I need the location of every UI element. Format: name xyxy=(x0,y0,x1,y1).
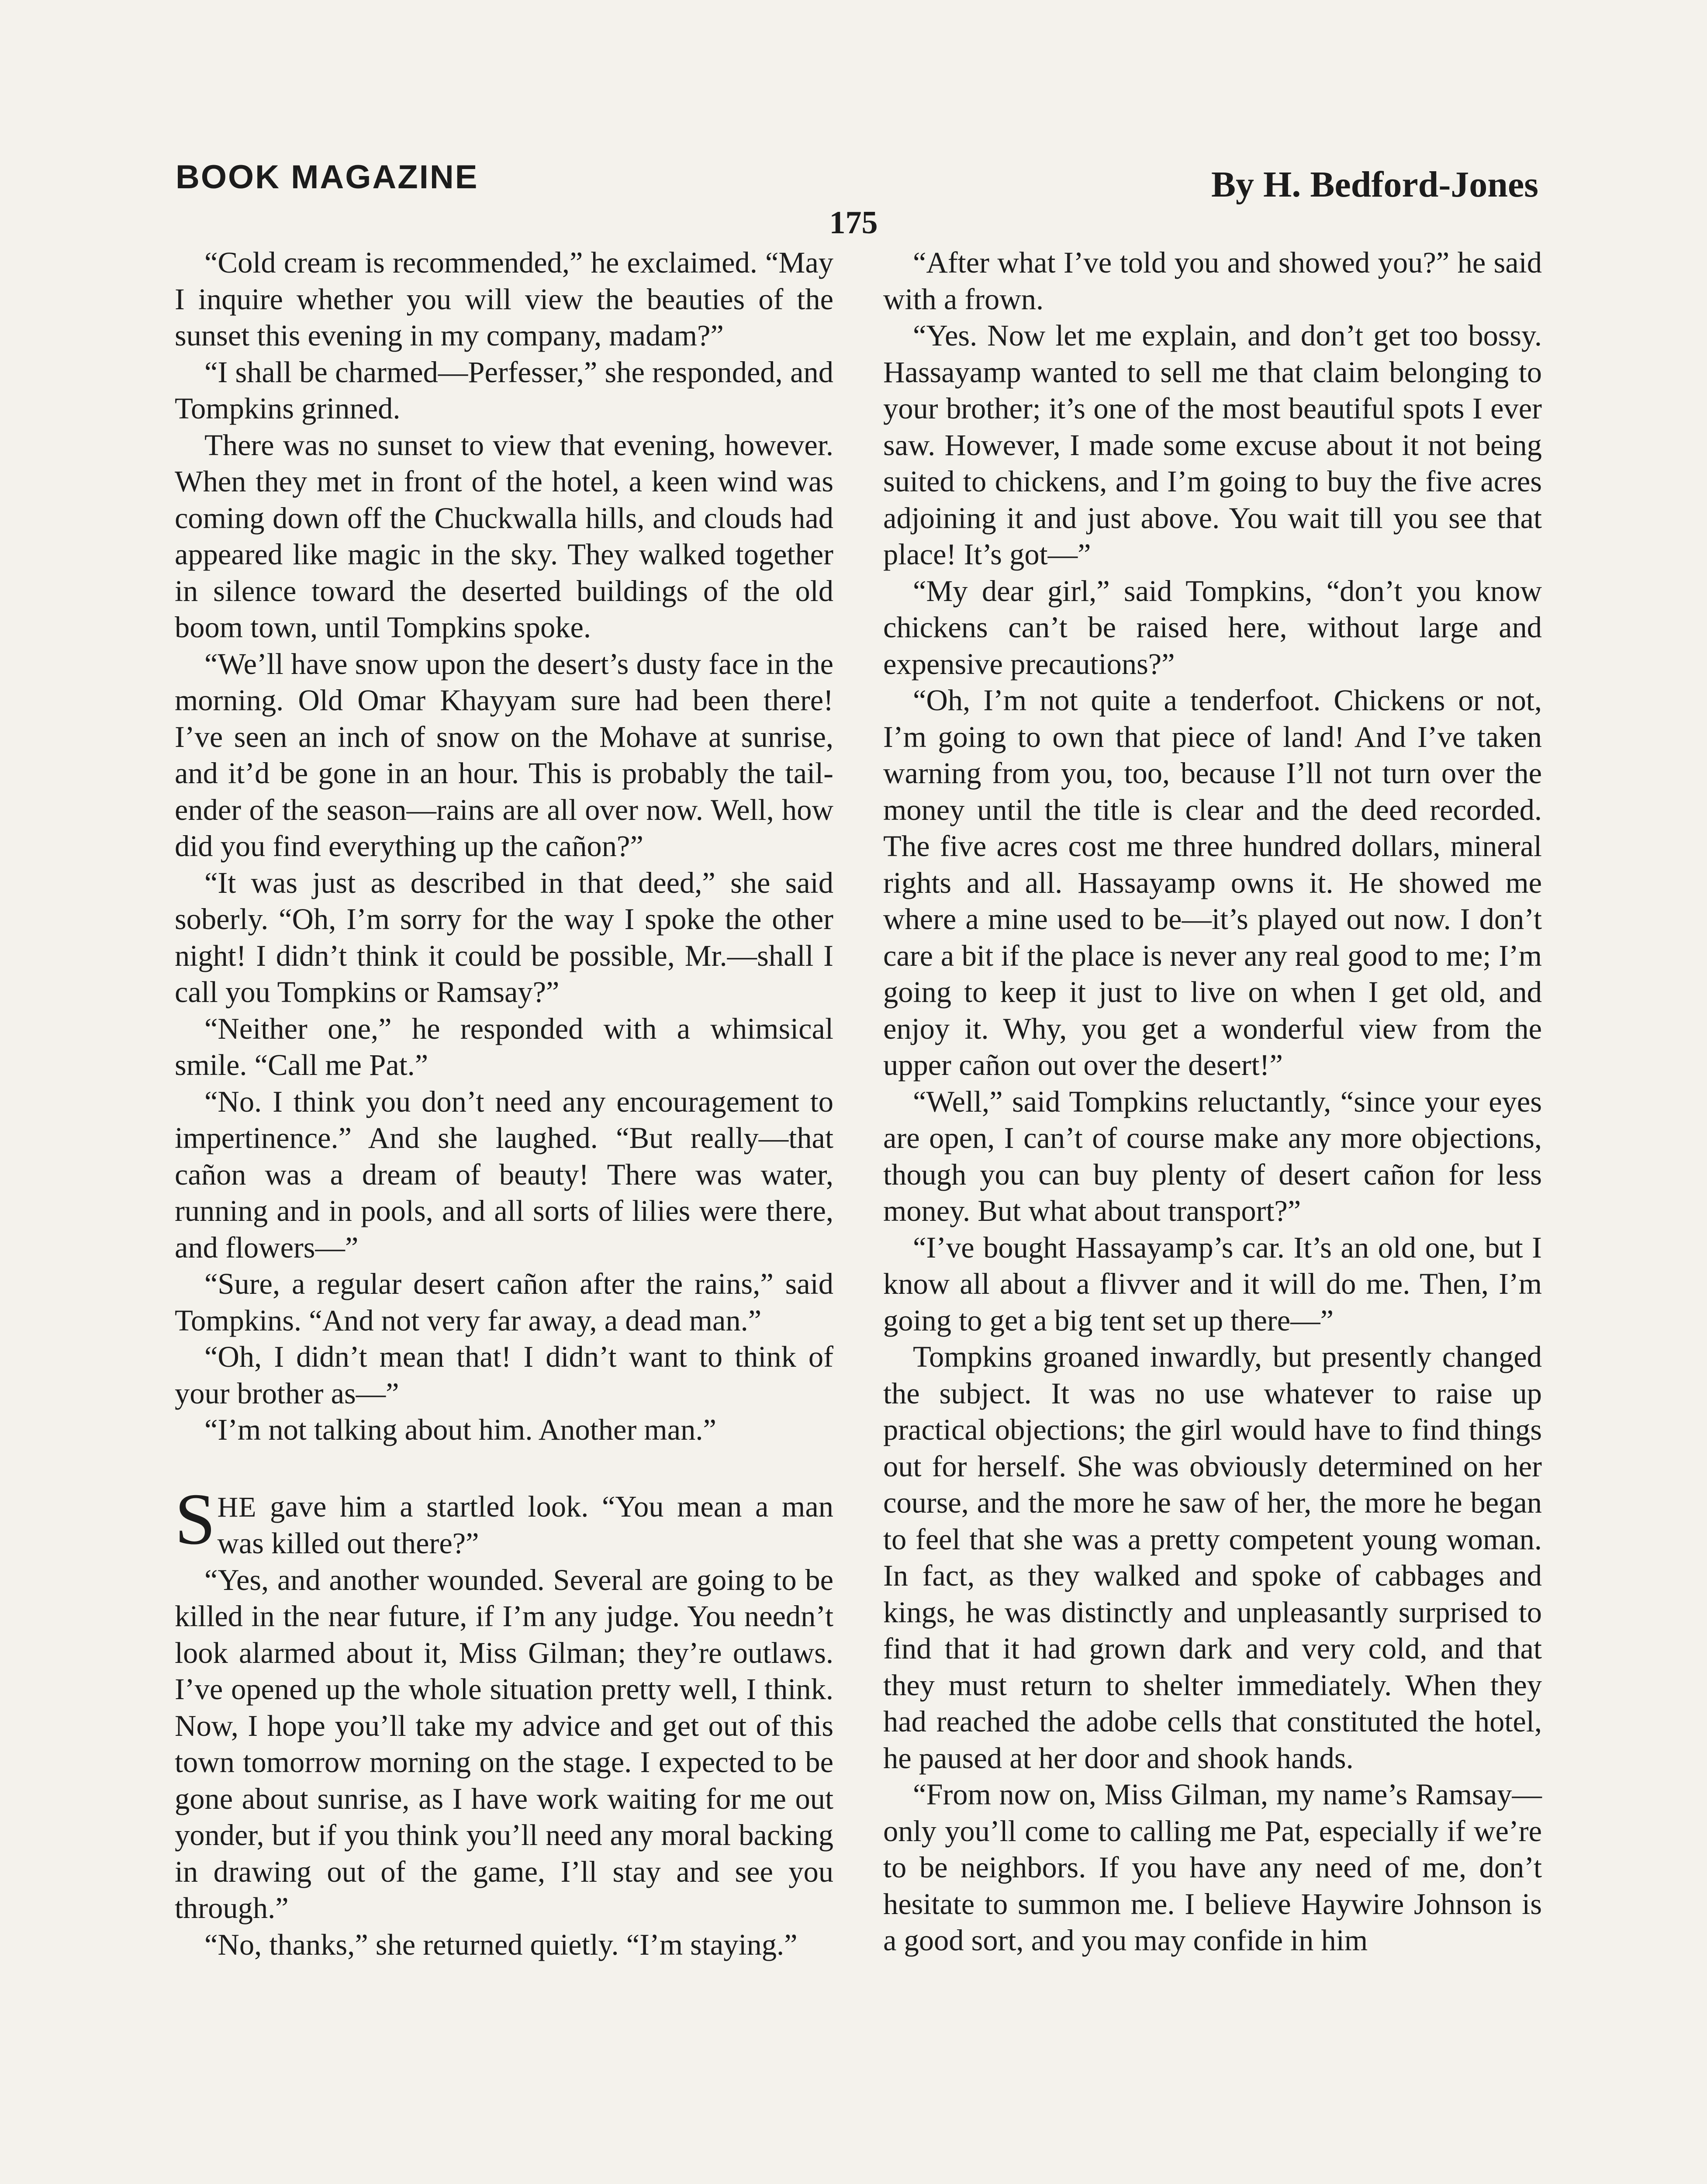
right-column xyxy=(883,245,1542,1959)
drop-cap-text: gave him a startled look. “You mean a man was killed out there?” xyxy=(217,1489,833,1560)
paragraph: “No. I think you don’t need any encouragement to impertinence.” And she laughed. “But really—that cañon was a dream of beauty! There was water, running and in pools, and all sorts of lilies were there, and flowers—” xyxy=(175,1085,833,1264)
paragraph: “No, thanks,” she returned quietly. “I’m staying.” xyxy=(204,1928,798,1961)
paragraph: “I’ve bought Hassayamp’s car. It’s an old one, but I know all about a flivver and it will do me. Then, I’m going to get a big tent set up there—” xyxy=(883,1230,1542,1337)
paragraph: “It was just as described in that deed,” she said soberly. “Oh, I’m sorry for the way I spoke the other night! I didn’t think it could be possible, Mr.—shall I call you Tompkins or Ramsay?” xyxy=(175,866,833,1009)
author-byline: By H. Bedford-Jones xyxy=(1211,164,1538,205)
paragraph: “After what I’ve told you and showed you?” he said with a frown. xyxy=(883,246,1542,316)
paragraph: “I shall be charmed—Perfesser,” she responded, and Tompkins grinned. xyxy=(175,355,833,425)
paragraph: Tompkins groaned inwardly, but presently changed the subject. It was no use whatever to raise up practical objections; the girl would have to find things out for herself. She was obviously determined on her course, and the more he saw of her, the more he began to feel that she was a pretty competent young woman. In fact, as they walked and spoke of cabbages and kings, he was distinctly and unpleasantly surprised to find that it had grown dark and very cold, and that they must return to shelter immediately. When they had reached the adobe cells that constituted the hotel, he paused at her door and shook hands. xyxy=(883,1340,1542,1775)
paragraph: “My dear girl,” said Tompkins, “don’t you know chickens can’t be raised here, without large and expensive precautions?” xyxy=(883,574,1542,681)
paragraph: “Oh, I didn’t mean that! I didn’t want to think of your brother as—” xyxy=(175,1340,833,1410)
drop-cap-lead: HE xyxy=(217,1491,257,1523)
drop-cap-letter: S xyxy=(175,1478,216,1560)
paragraph: “From now on, Miss Gilman, my name’s Ramsay—only you’ll come to calling me Pat, especially if we’re to be neighbors. If you have any need of me, don’t hesitate to summon me. I believe Haywire Johnson is a good sort, and you may confide in him xyxy=(883,1778,1542,1957)
dropcap-paragraph xyxy=(175,1478,833,1562)
page-number: 175 xyxy=(829,205,878,241)
paragraph: “Well,” said Tompkins reluctantly, “since your eyes are open, I can’t of course make any more objections, though you can buy plenty of desert cañon for less money. But what about transport?” xyxy=(883,1085,1542,1227)
paragraph: “Cold cream is recommended,” he exclaimed. “May I inquire whether you will view the beauties of the sunset this evening in my company, madam?” xyxy=(175,246,833,352)
left-column xyxy=(175,245,833,1963)
paragraph: “Neither one,” he responded with a whimsical smile. “Call me Pat.” xyxy=(175,1012,833,1082)
paragraph: “Yes, and another wounded. Several are going to be killed in the near future, if I’m any judge. You needn’t look alarmed about it, Miss Gilman; they’re outlaws. I’ve opened up the whole situation pretty well, I think. Now, I hope you’ll take my advice and get out of this town tomorrow morning on the stage. I expected to be gone about sunrise, as I have work waiting for me out yonder, but if you think you’ll need any moral backing in drawing out of the game, I’ll stay and see you through.” xyxy=(175,1563,833,1925)
magazine-title: BOOK MAGAZINE xyxy=(176,159,479,196)
paragraph: “Oh, I’m not quite a tenderfoot. Chickens or not, I’m going to own that piece of land! And I’ve taken warning from you, too, because I’ll not turn over the money until the title is clear and the deed recorded. The five acres cost me three hundred dollars, mineral rights and all. Hassayamp owns it. He showed me where a mine used to be—it’s played out now. I don’t care a bit if the place is never any real good to me; I’m going to keep it just to live on when I get old, and enjoy it. Why, you get a wonderful view from the upper cañon out over the desert!” xyxy=(883,684,1542,1082)
paragraph: “We’ll have snow upon the desert’s dusty face in the morning. Old Omar Khayyam sure had been there! I’ve seen an inch of snow on the Mohave at sunrise, and it’d be gone in an hour. This is probably the tail-ender of the season—rains are all over now. Well, how did you find everything up the cañon?” xyxy=(175,647,833,863)
paragraph: There was no sunset to view that evening, however. When they met in front of the hotel, a keen wind was coming down off the Chuckwalla hills, and clouds had appeared like magic in the sky. They walked together in silence toward the deserted buildings of the old boom town, until Tompkins spoke. xyxy=(175,428,833,644)
paragraph: “I’m not talking about him. Another man.” xyxy=(204,1413,716,1446)
paragraph: “Yes. Now let me explain, and don’t get too bossy. Hassayamp wanted to sell me that claim belonging to your brother; it’s one of the most beautiful spots I ever saw. However, I made some excuse about it not being suited to chickens, and I’m going to buy the five acres adjoining it and just above. You wait till you see that place! It’s got—” xyxy=(883,319,1542,571)
paragraph: “Sure, a regular desert cañon after the rains,” said Tompkins. “And not very far away, a dead man.” xyxy=(175,1267,833,1337)
